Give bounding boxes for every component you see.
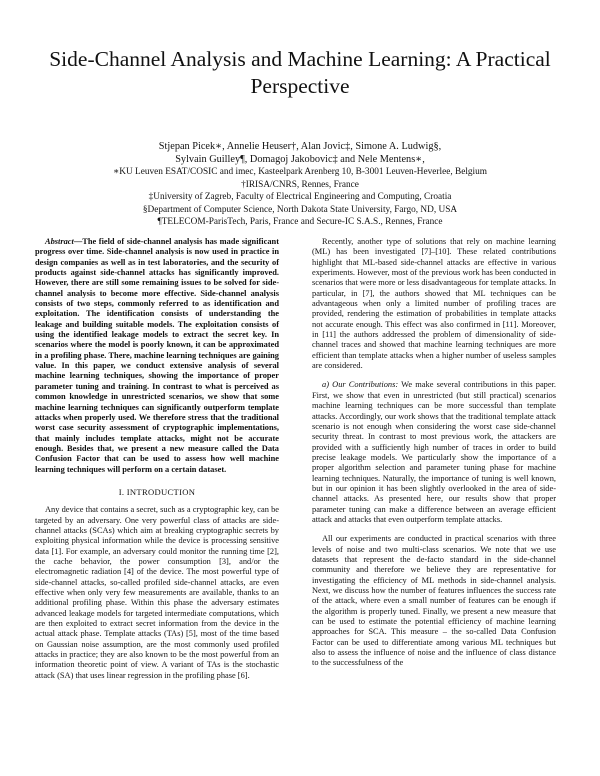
section-heading-introduction: I. INTRODUCTION xyxy=(118,486,196,497)
author-block xyxy=(40,140,560,229)
author-names-line-1: Stjepan Picek∗, Annelie Heuser†, Alan Jovic‡, Simone A. Ludwig§, xyxy=(158,141,442,152)
affiliation-1: ∗KU Leuven ESAT/COSIC and imec, Kasteelpark Arenberg 10, B-3001 Leuven-Heverlee, Belgium xyxy=(112,167,488,177)
affiliation-4: §Department of Computer Science, North Dakota State University, Fargo, ND, USA xyxy=(142,204,458,215)
paper-title: Side-Channel Analysis and Machine Learning: A Practical Perspective xyxy=(49,47,551,98)
affiliation-3: ‡University of Zagreb, Faculty of Electrical Engineering and Computing, Croatia xyxy=(148,192,452,203)
intro-paragraph-4: All our experiments are conducted in practical scenarios with three levels of noise and two multi-class scenarios. We note that we use datasets that represent the de-facto standard in the side-channel community and therefore we believe they are representative for investigating the efficiency of ML methods in side-channel analysis. Next, we discuss how the number of features influences the success rate of the attack, where even a small number of features can be enough if the algorithm is properly tuned. Finally, we present a new measure that can be used to estimate the potential efficiency of machine learning approaches for SCA. This measure – the so-called Data Confusion Factor can be used to differentiate among various ML techniques but also to assess the influence of noise and the influence of class distance to the successfulness of the xyxy=(312,534,556,668)
contributions-text: We make several contributions in this paper. First, we show that even in unrestricted (but still practical) scenarios machine learning techniques can be more successful than template attacks. Accordingly, our work shows that the traditional template attack scenario is not enough when considering the worst case side-channel security threat. In contrast to most previous work, the attackers are provided with a sufficiently high number of traces in order to build precise leakage models. We particularly show the importance of a proper algorithm selection and parameter tuning phase for machine learning techniques. Naturally, the importance of tuning is well known, but in our opinion it has been slightly overlooked in the area of side-channel attacks. As presented here, our results show that proper parameter tuning can make a difference between an average efficient attack and attacks that even outperform template attacks. xyxy=(312,380,556,524)
contributions-label: a) Our Contributions: xyxy=(322,380,399,390)
left-column xyxy=(35,237,279,681)
abstract xyxy=(35,237,279,475)
abstract-text: —The field of side-channel analysis has made significant progress over time. Side-channel analysis is now used in practice in design companies as well as in test laboratories, and the security of products against side-channel attacks has significantly improved. However, there are still some remaining issues to be solved for side-channel analysis to become more effective. Side-channel analysis consists of two steps, commonly referred to as identification and exploitation. The identification consists of understanding the leakage and building suitable models. The exploitation consists of using the identified leakage models to extract the secret key. In scenarios where the model is poorly known, it can be approximated in a profiling phase. There, machine learning techniques are gaining value. In this paper, we conduct extensive analysis of several machine learning techniques, showing the importance of proper parameter tuning and training. In contrast to what is perceived as common knowledge in unrestricted scenarios, we show that some machine learning techniques can significantly outperform template attacks when properly used. We therefore stress that the traditional worst case security assessment of cryptographic implementations, that mainly includes template attacks, might not be accurate enough. Besides that, we present a new measure called the Data Confusion Factor that can be used to assess how well machine learning techniques will perform on a certain dataset. xyxy=(35,237,279,474)
intro-paragraph-2: Recently, another type of solutions that rely on machine learning (ML) has been investigated [7]–[10]. These related contributions highlight that ML-based side-channel attacks are effective in various experiments. However, most of the previous work has been conducted in scenarios that were more or less disadvantageous for template attacks. In particular, in [7], the authors showed that ML techniques can be advantageous when only a limited number of profiling traces are provided, rendering the estimation of probabilities in template attacks not accurate enough. This effect was also confirmed in [11]. Moreover, in [11] the authors addressed the problem of dimensionality of side-channel traces and showed that machine learning techniques are more efficient than template attacks when a higher number of useless samples are considered. xyxy=(312,237,556,371)
author-names-line-2: Sylvain Guilley¶, Domagoj Jakobovic‡ and Nele Mentens∗, xyxy=(175,154,425,165)
intro-paragraph-1: Any device that contains a secret, such as a cryptographic key, can be targeted by an adversary. One very powerful class of attacks are side-channel attacks (SCAs) which aim at breaking cryptographic secrets by exploiting physical information while the device is processing sensitive data [1]. For example, an adversary could monitor the running time [2], the cache behavior, the power consumption [3], and/or the electromagnetic radiation [4] of the device. The most powerful type of side-channel attacks, so-called profiled side-channel attacks, are even effective when only very few measurements are available, thanks to an additional profiling phase. Within this phase the adversary estimates advanced leakage models for targeted intermediate computations, which are then exploited to extract secret information from the device in the actual attack phase. Template attacks (TAs) [5], most of the time based on Gaussian noise assumption, are the most commonly used profiled attacks in practice; they are also known to be the most powerful from an information theoretic point of view. A variant of TAs is the stochastic attack (SA) that uses linear regression in the profiling phase [6]. xyxy=(35,505,279,680)
affiliation-2: †IRISA/CNRS, Rennes, France xyxy=(241,179,359,190)
abstract-label: Abstract xyxy=(45,237,74,246)
contributions-paragraph xyxy=(312,380,556,525)
affiliation-5: ¶TELECOM-ParisTech, Paris, France and Secure-IC S.A.S., Rennes, France xyxy=(157,217,443,228)
right-column xyxy=(312,237,556,669)
